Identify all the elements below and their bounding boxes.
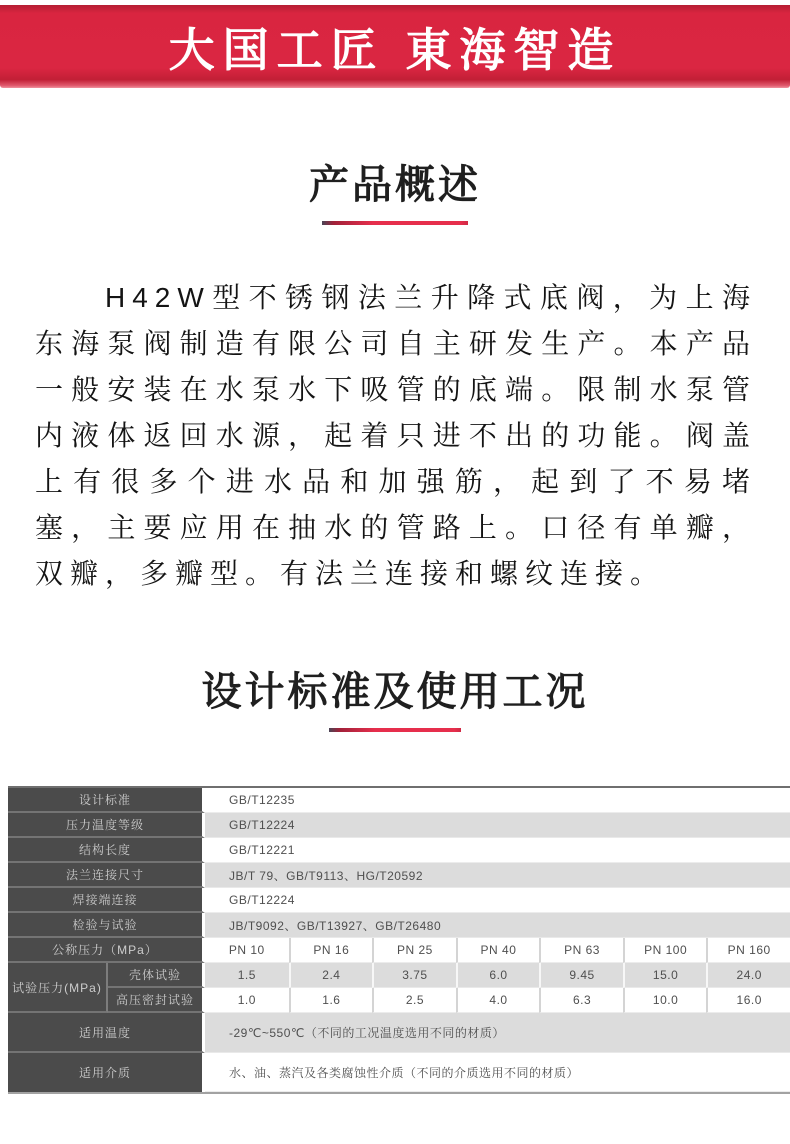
overview-title-underline: [322, 221, 468, 225]
brand-slogan: 大国工匠 東海智造: [168, 23, 622, 76]
specs-table: [8, 786, 790, 1094]
value-cell: 24.0: [706, 963, 790, 988]
table-row: [8, 788, 790, 813]
pn-column: PN 40: [456, 938, 540, 963]
table-row-temperature: [8, 1013, 790, 1053]
table-row-medium: [8, 1053, 790, 1092]
spec-label: 压力温度等级: [8, 813, 205, 838]
spec-value: -29℃~550℃（不同的工况温度选用不同的材质）: [205, 1013, 790, 1053]
value-cell: 2.5: [372, 988, 456, 1013]
product-page: [0, 5, 790, 1144]
table-row: [8, 888, 790, 913]
spec-value: 水、油、蒸汽及各类腐蚀性介质（不同的介质选用不同的材质）: [205, 1053, 790, 1092]
pn-column: PN 10: [205, 938, 289, 963]
table-row: [8, 838, 790, 863]
section-title-specs: 设计标准及使用工况: [201, 670, 589, 714]
overview-paragraph: H42W型不锈钢法兰升降式底阀，为上海东海泵阀制造有限公司自主研发生产。本产品一般安装在水泵水下吸管的底端。限制水泵管内液体返回水源，起着只进不出的功能。阀盖上有很多个进水品和加强筋，起到了不易堵塞，主要应用在抽水的管路上。口径有单瓣，双瓣，多瓣型。有法兰连接和螺纹连接。: [35, 282, 757, 589]
value-cell: 15.0: [623, 963, 707, 988]
spec-label: 焊接端连接: [8, 888, 205, 913]
value-cell: 1.0: [205, 988, 289, 1013]
section-title-overview: 产品概述: [309, 163, 481, 207]
spec-sublabel: 高压密封试验: [108, 988, 205, 1013]
value-cell: 6.0: [456, 963, 540, 988]
spec-value: JB/T 79、GB/T9113、HG/T20592: [205, 863, 790, 888]
pn-column: PN 16: [289, 938, 373, 963]
pn-column: PN 63: [539, 938, 623, 963]
spec-label: 设计标准: [8, 788, 205, 813]
pn-column: PN 160: [706, 938, 790, 963]
value-cell: 1.5: [205, 963, 289, 988]
spec-label: 法兰连接尺寸: [8, 863, 205, 888]
spec-label: 适用介质: [8, 1053, 205, 1092]
pn-column: PN 100: [623, 938, 707, 963]
value-cell: 10.0: [623, 988, 707, 1013]
spec-value: GB/T12224: [205, 888, 790, 913]
spec-label-test-pressure: 试验压力(MPa): [8, 963, 108, 1013]
table-row-shell-test: [8, 963, 790, 988]
spec-value: GB/T12224: [205, 813, 790, 838]
spec-label: 结构长度: [8, 838, 205, 863]
table-row: [8, 913, 790, 938]
value-cell: 16.0: [706, 988, 790, 1013]
value-cell: 2.4: [289, 963, 373, 988]
spec-value: GB/T12235: [205, 788, 790, 813]
specs-title-underline: [329, 728, 461, 732]
table-row: [8, 813, 790, 838]
spec-value: JB/T9092、GB/T13927、GB/T26480: [205, 913, 790, 938]
pn-column: PN 25: [372, 938, 456, 963]
value-cell: 1.6: [289, 988, 373, 1013]
table-row-seal-test: [8, 988, 790, 1013]
value-cell: 3.75: [372, 963, 456, 988]
value-cell: 6.3: [539, 988, 623, 1013]
spec-sublabel: 壳体试验: [108, 963, 205, 988]
value-cell: 9.45: [539, 963, 623, 988]
spec-label: 检验与试验: [8, 913, 205, 938]
spec-label: 公称压力（MPa）: [8, 938, 205, 963]
value-cell: 4.0: [456, 988, 540, 1013]
spec-value: GB/T12221: [205, 838, 790, 863]
brand-banner: [0, 5, 790, 88]
spec-label: 适用温度: [8, 1013, 205, 1053]
table-row: [8, 863, 790, 888]
table-row-nominal-pressure: [8, 938, 790, 963]
